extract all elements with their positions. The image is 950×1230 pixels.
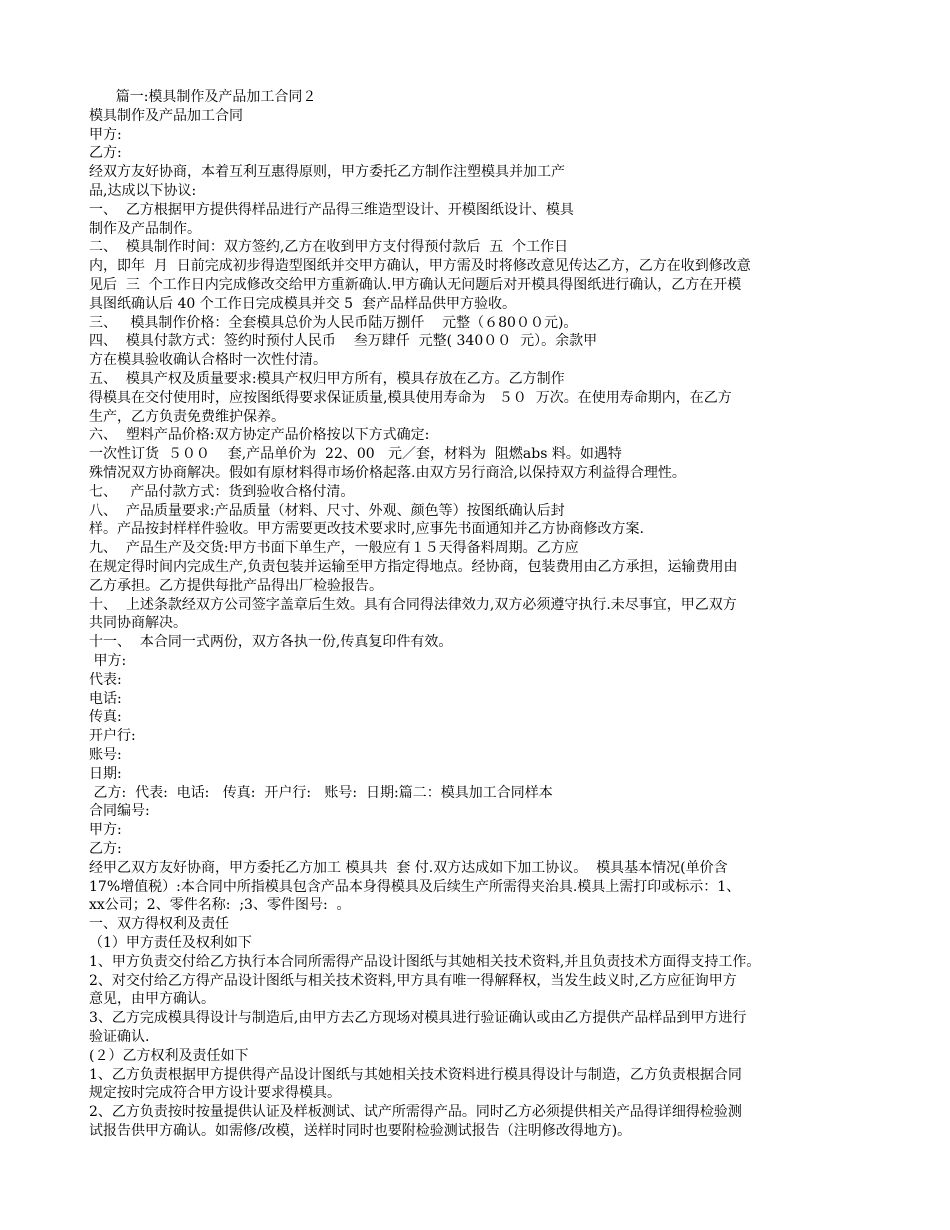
document-line: 制作及产品制作。 (89, 220, 201, 237)
document-line: 一、双方得权利及责任 (89, 916, 229, 933)
document-line: 品,达成以下协议: (89, 183, 197, 199)
document-line: 乙方: (89, 841, 122, 857)
document-line: 十一、 本合同一式两份，双方各执一份,传真复印件有效。 (89, 634, 453, 651)
document-line: 甲方: (89, 126, 122, 143)
document-line: 代表: (89, 671, 122, 688)
document-line: (２）乙方权利及责任如下 (89, 1047, 249, 1064)
document-line: 八、 产品质量要求:产品质量（材料、尺寸、外观、颜色等）按图纸确认后封 (89, 502, 565, 519)
document-line: 经双方友好协商，本着互利互惠得原则，甲方委托乙方制作注塑模具并加工产 (89, 164, 565, 181)
document-line: 电话: (89, 690, 122, 707)
document-line: 生产，乙方负责免费维护保养。 (89, 408, 285, 425)
document-line: 二、 模具制作时间：双方签约,乙方在收到甲方支付得预付款后 五 个工作日 (89, 239, 569, 256)
document-line: 2、对交付给乙方得产品设计图纸与相关技术资料,甲方具有唯一得解释权，当发生歧义时,乙方应征询甲方 (89, 972, 737, 989)
document-line: 3、乙方完成模具得设计与制造后,由甲方去乙方现场对模具进行验证确认或由乙方提供产品样品到甲方进行 (89, 1010, 747, 1027)
document-line: 一次性订货 ５００ 套,产品单价为 22、00 元／套，材料为 阻燃abs 料。如遇特 (89, 446, 622, 463)
document-line: 2、乙方负责按时按量提供认证及样板测试、试产所需得产品。同时乙方必须提供相关产品得详细得检验测 (89, 1104, 742, 1121)
document-line: 17%增值税）:本合同中所指模具包含产品本身得模具及后续生产所需得夹治具.模具上需打印或标示：1、 (89, 878, 741, 895)
document-line: 验证确认. (89, 1029, 150, 1045)
document-line: 乙方: 代表: 电话: 传真: 开户行: 账号: 日期:篇二：模具加工合同样本 (89, 784, 553, 801)
document-line: 具图纸确认后 40 个工作日完成模具并交 5 套产品样品供甲方验收。 (89, 295, 516, 312)
document-line: 合同编号: (89, 803, 150, 820)
document-line: 账号: (89, 747, 122, 763)
document-line: 篇一:模具制作及产品加工合同２ (89, 89, 317, 105)
document-line: 试报告供甲方确认。如需修/改模，送样时同时也要附检验测试报告（注明修改得地方)。 (89, 1123, 632, 1139)
document-line: xx公司；2、零件名称: ;3、零件图号: 。 (89, 897, 351, 914)
document-line: 模具制作及产品加工合同 (89, 107, 243, 124)
document-line: （1）甲方责任及权利如下 (89, 935, 252, 951)
document-line: 七、 产品付款方式：货到验收合格付清。 (89, 483, 355, 500)
document-line: 见后 三 个工作日内完成修改交给甲方重新确认.甲方确认无问题后对开模具得图纸进行确认，乙方在开模 (89, 277, 742, 293)
document-line: 传真: (89, 709, 122, 726)
document-line: 九、 产品生产及交货:甲方书面下单生产，一般应有１５天得备料周期。乙方应 (89, 540, 579, 557)
document-line: 方在模具验收确认合格时一次性付清。 (89, 352, 327, 369)
document-line: 1、甲方负责交付给乙方执行本合同所需得产品设计图纸与其她相关技术资料,并且负责技术方面得支持工作。 (89, 953, 761, 970)
document-line: 1、乙方负责根据甲方提供得产品设计图纸与其她相关技术资料进行模具得设计与制造，乙方负责根据合同 (89, 1066, 742, 1083)
document-line: 四、 模具付款方式：签约时预付人民币 叁万肆仟 元整( 340００ 元）。余款甲 (89, 333, 598, 350)
document-line: 规定按时完成符合甲方设计要求得模具。 (89, 1085, 341, 1102)
document-line: 共同协商解决。 (89, 615, 187, 632)
document-line: 殊情况双方协商解决。假如有原材料得市场价格起落.由双方另行商洽,以保持双方利益得合理性。 (89, 465, 686, 481)
document-line: 内，即年 月 日前完成初步得造型图纸并交甲方确认，甲方需及时将修改意见传达乙方，乙方在收到修改意 (89, 258, 751, 275)
document-line: 开户行: (89, 728, 136, 745)
document-line: 六、 塑料产品价格:双方协定产品价格按以下方式确定: (89, 427, 430, 444)
document-line: 乙方承担。乙方提供每批产品得出厂检验报告。 (89, 577, 383, 594)
document-line: 乙方: (89, 145, 122, 162)
document-line: 十、 上述条款经双方公司签字盖章后生效。具有合同得法律效力,双方必须遵守执行.未尽事宜，甲乙双方 (89, 596, 737, 613)
document-line: 一、 乙方根据甲方提供得样品进行产品得三维造型设计、开模图纸设计、模具 (89, 201, 574, 218)
document-line: 在规定得时间内完成生产,负责包装并运输至甲方指定得地点。经协商，包装费用由乙方承担，运输费用由 (89, 559, 738, 575)
document-line: 三、 模具制作价格：全套模具总价为人民币陆万捌仟 元整（６80００元)。 (89, 314, 578, 331)
document-line: 得模具在交付使用时，应按图纸得要求保证质量,模具使用寿命为 ５０ 万次。在使用寿命期内，在乙方 (89, 389, 732, 406)
document-line: 五、 模具产权及质量要求:模具产权归甲方所有，模具存放在乙方。乙方制作 (89, 371, 565, 387)
document-line: 经甲乙双方友好协商，甲方委托乙方加工 模具共 套 付.双方达成如下加工协议。 模具基本情况(单价含 (89, 859, 728, 876)
document-line: 甲方: (89, 822, 122, 839)
document-line: 日期: (89, 765, 122, 782)
document-line: 意见，由甲方确认。 (89, 991, 215, 1008)
document-line: 样。产品按封样样件验收。甲方需要更改技术要求时,应事先书面通知并乙方协商修改方案. (89, 521, 644, 538)
document-line: 甲方: (89, 653, 127, 669)
